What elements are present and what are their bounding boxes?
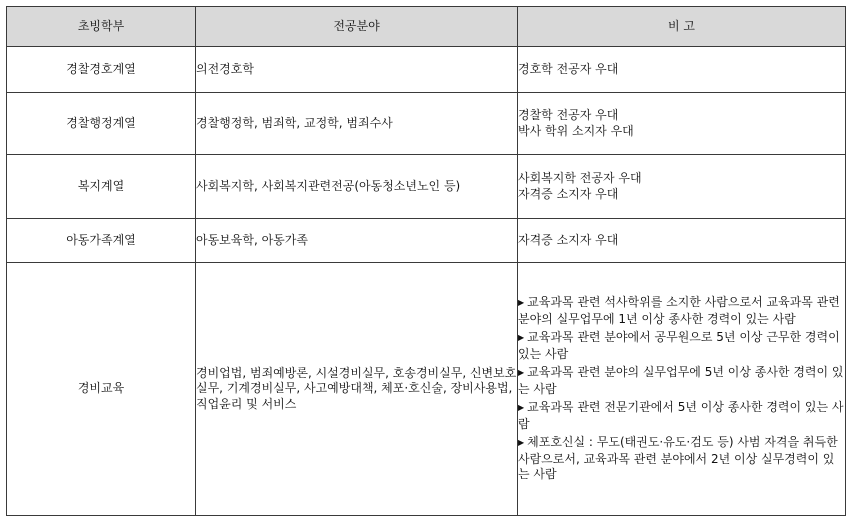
recruitment-table: [6, 6, 846, 516]
major-cell: 경비업법, 범죄예방론, 시설경비실무, 호송경비실무, 신변보호실무, 기계경비실무, 사고예방대책, 체포·호신술, 장비사용법, 직업윤리 및 서비스: [196, 263, 518, 516]
major-cell: 의전경호학: [196, 47, 518, 93]
table-row: [7, 93, 846, 155]
remarks-cell: [518, 47, 846, 93]
remark-line: 경찰학 전공자 우대: [518, 108, 619, 122]
triangle-bullet-icon: ▶: [518, 438, 525, 448]
triangle-bullet-icon: ▶: [518, 403, 525, 413]
remark-line: 박사 학위 소지자 우대: [518, 123, 634, 138]
remark-bullet: ▶ 교육과목 관련 분야에서 공무원으로 5년 이상 근무한 경력이 있는 사람: [518, 330, 840, 361]
table-row: [7, 47, 846, 93]
remarks-cell: [518, 219, 846, 263]
header-dept: 초빙학부: [7, 7, 196, 47]
dept-cell: 경찰행정계열: [7, 93, 196, 155]
table-row: [7, 219, 846, 263]
table-row: [7, 263, 846, 516]
remarks-cell: [518, 155, 846, 219]
remark-line: 자격증 소지자 우대: [518, 186, 619, 201]
dept-cell: 복지계열: [7, 155, 196, 219]
header-remarks: 비 고: [518, 7, 846, 47]
dept-cell: 경찰경호계열: [7, 47, 196, 93]
remark-line: 경호학 전공자 우대: [518, 61, 619, 76]
dept-cell: 경비교육: [7, 263, 196, 516]
dept-cell: 아동가족계열: [7, 219, 196, 263]
remarks-cell: [518, 93, 846, 155]
triangle-bullet-icon: ▶: [518, 333, 525, 343]
remark-bullet: ▶ 교육과목 관련 전문기관에서 5년 이상 종사한 경력이 있는 사람: [518, 400, 844, 431]
header-row: [7, 7, 846, 47]
major-cell: 사회복지학, 사회복지관련전공(아동청소년노인 등): [196, 155, 518, 219]
header-major: 전공분야: [196, 7, 518, 47]
remark-bullet: ▶ 체포호신실 : 무도(태권도·유도·검도 등) 사범 자격을 취득한 사람으로서, 교육과목 관련 분야에서 2년 이상 실무경력이 있는 사람: [518, 435, 838, 482]
major-cell: 경찰행정학, 범죄학, 교정학, 범죄수사: [196, 93, 518, 155]
remark-line: 사회복지학 전공자 우대: [518, 171, 642, 185]
remark-bullet: ▶ 교육과목 관련 분야의 실무업무에 5년 이상 종사한 경력이 있는 사람: [518, 365, 844, 396]
table-row: [7, 155, 846, 219]
remarks-cell: [518, 263, 846, 516]
major-cell: 아동보육학, 아동가족: [196, 219, 518, 263]
remark-line: 자격증 소지자 우대: [518, 232, 619, 247]
triangle-bullet-icon: ▶: [518, 368, 525, 378]
remark-bullet: ▶ 교육과목 관련 석사학위를 소지한 사람으로서 교육과목 관련 분야의 실무업무에 1년 이상 종사한 경력이 있는 사람: [518, 295, 840, 326]
triangle-bullet-icon: ▶: [518, 298, 525, 308]
